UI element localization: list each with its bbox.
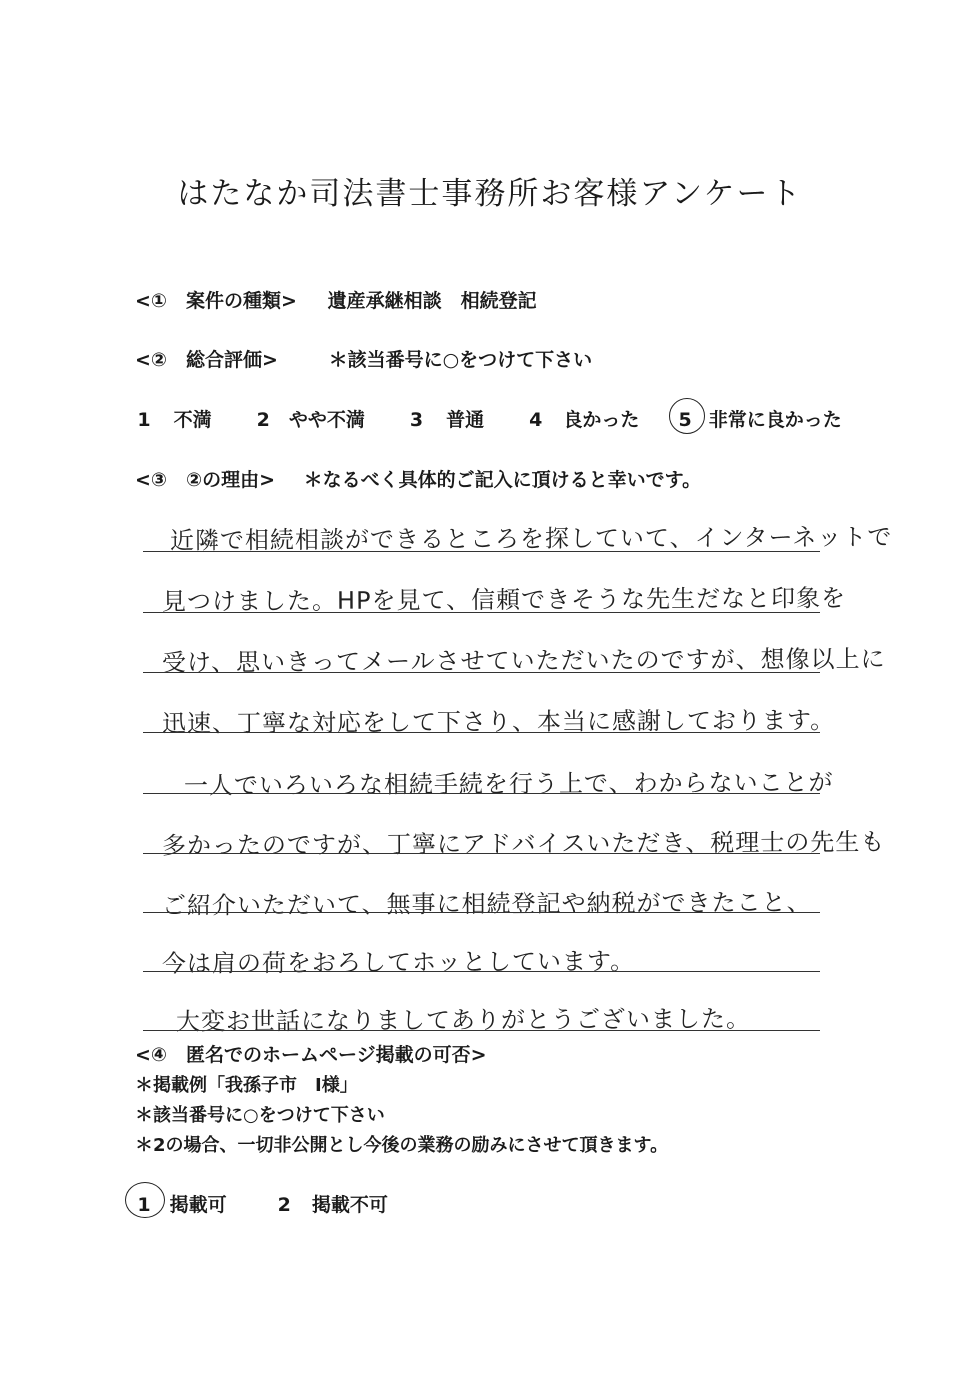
ruled-line — [143, 853, 820, 854]
q2-option-number: 5 — [678, 409, 692, 431]
ruled-line — [143, 672, 820, 673]
q2-label: <② 総合評価> — [135, 349, 278, 371]
q1-answer: 遺産承継相談 相続登記 — [327, 290, 537, 312]
q2-option-number: 3 — [409, 409, 424, 431]
answer-line: 今は肩の荷をおろしてホッとしています。 — [161, 947, 636, 978]
q2-option-label: 非常に良かった — [708, 409, 842, 431]
q1-label: <① 案件の種類> — [135, 290, 297, 312]
page-title: はたなか司法書士事務所お客様アンケート — [177, 176, 803, 212]
q4-option-number: 2 — [277, 1194, 291, 1216]
q2-option-label: 普通 — [446, 409, 485, 431]
selection-circle-icon — [125, 1182, 165, 1218]
q2-options — [135, 405, 842, 432]
ruled-line — [143, 612, 820, 613]
answer-line: ご紹介いただいて、無事に相続登記や納税ができたこと、 — [161, 888, 812, 920]
answer-line: 一人でいろいろな相続手続を行う上で、わからないことが — [183, 768, 834, 800]
ruled-line — [143, 912, 820, 913]
ruled-line — [143, 971, 820, 972]
q3-instruction: ＊なるべく具体的ご記入に頂けると幸いです。 — [303, 469, 702, 491]
q4-option-2[interactable] — [275, 1190, 388, 1217]
ruled-line — [143, 793, 820, 794]
q4-note-instruction: ＊該当番号に○をつけて下さい — [135, 1105, 385, 1126]
q2-option-4[interactable] — [527, 405, 640, 432]
q4-option-number: 1 — [137, 1194, 151, 1216]
q3-row — [135, 465, 701, 492]
q2-option-label: 良かった — [563, 409, 640, 431]
answer-line: 迅速、丁寧な対応をして下さり、本当に感謝しております。 — [161, 706, 836, 738]
selection-circle-icon — [669, 398, 705, 434]
ruled-line — [143, 551, 820, 552]
q4-options — [135, 1190, 388, 1217]
q2-option-label: 不満 — [173, 409, 212, 431]
q2-option-number: 4 — [529, 409, 543, 431]
ruled-line — [143, 732, 820, 733]
q2-option-1[interactable] — [135, 405, 212, 432]
answer-line: 近隣で相続相談ができるところを探していて、インターネットで — [169, 522, 893, 555]
q4-note-example: ＊掲載例「我孫子市 I様」 — [135, 1075, 358, 1096]
q2-option-number: 2 — [256, 409, 270, 431]
q2-option-label: やや不満 — [288, 409, 365, 431]
answer-line: 大変お世話になりましてありがとうございました。 — [175, 1004, 752, 1036]
answer-line: 見つけました。HPを見て、信頼できそうな先生だなと印象を — [161, 584, 847, 616]
q2-option-2[interactable] — [254, 405, 365, 432]
q2-option-5-selected[interactable] — [676, 405, 842, 432]
q1-row — [135, 286, 537, 313]
q4-option-label: 掲載可 — [169, 1194, 227, 1216]
ruled-line — [143, 1030, 820, 1031]
q4-option-1-selected[interactable] — [135, 1190, 227, 1217]
q3-label: <③ ②の理由> — [135, 469, 276, 491]
q2-instruction: ＊該当番号に○をつけて下さい — [328, 349, 593, 371]
q2-option-3[interactable] — [408, 405, 485, 432]
q4-note-private: ＊2の場合、一切非公開とし今後の業務の励みにさせて頂きます。 — [135, 1135, 669, 1156]
q4-label: <④ 匿名でのホームページ掲載の可否> — [135, 1044, 487, 1066]
q2-row — [135, 345, 592, 372]
q4-row — [135, 1040, 487, 1067]
q2-option-number: 1 — [137, 409, 151, 431]
answer-line: 受け、思いきってメールさせていただいたのですが、想像以上に — [161, 644, 886, 677]
answer-line: 多かったのですが、丁寧にアドバイスいただき、税理士の先生も — [161, 827, 886, 860]
q4-option-label: 掲載不可 — [311, 1194, 388, 1216]
